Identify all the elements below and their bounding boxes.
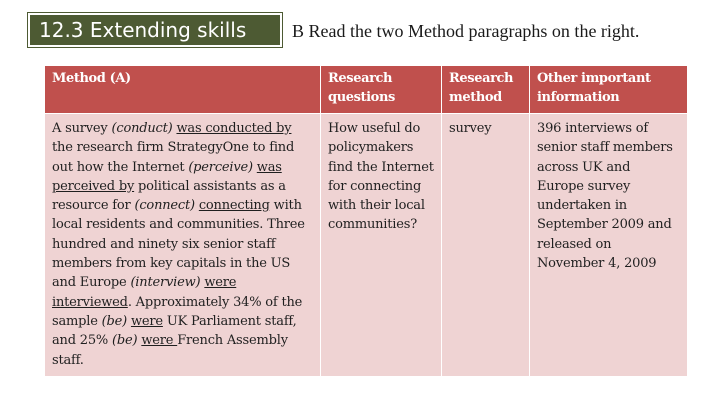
answer-text: were — [130, 313, 163, 329]
text-run: with local residents and communities. Three hundred and ninety six senior staff members from key capitals in the US and Europe — [52, 198, 305, 291]
answer-text: connecting — [198, 198, 270, 214]
method-a-paragraph — [45, 114, 321, 377]
answer-text: were — [141, 333, 178, 349]
table-header-row — [45, 66, 688, 114]
verb-prompt: (conduct) — [111, 121, 173, 136]
instruction-text: B Read the two Method paragraphs on the right. — [292, 21, 640, 41]
text-run: French Assembly staff. — [52, 333, 288, 368]
text-run: political assistants as a resource for — [52, 178, 286, 214]
answer-text: were interviewed — [52, 275, 237, 310]
other-information-cell: 396 interviews of senior staff members across UK and Europe survey undertaken in September 2009 and released on November 4, 2009 — [530, 114, 688, 377]
column-header-research-questions: Research questions — [321, 66, 442, 114]
table-row — [45, 114, 688, 377]
verb-prompt: (connect) — [134, 198, 195, 214]
text-run: A survey — [52, 121, 112, 136]
research-questions-cell: How useful do policymakers find the Internet for connecting with their local communities? — [321, 114, 442, 377]
method-table — [44, 65, 688, 377]
answer-text: was perceived by — [52, 159, 282, 194]
column-header-research-method: Research method — [442, 66, 530, 114]
answer-text: was conducted by — [176, 121, 292, 136]
text-run: UK Parliament staff, and 25% — [52, 313, 297, 349]
verb-prompt: (perceive) — [188, 159, 253, 175]
column-header-method-a: Method (A) — [45, 66, 321, 114]
research-method-cell: survey — [442, 114, 530, 377]
section-title: 12.3 Extending skills — [28, 13, 282, 47]
verb-prompt: (be) — [101, 313, 128, 329]
slide-header — [0, 0, 720, 50]
verb-prompt: (be) — [112, 333, 138, 349]
verb-prompt: (interview) — [130, 275, 201, 291]
text-run: the research firm StrategyOne to find out how the Internet — [52, 140, 295, 175]
text-run: . Approximately 34% of the sample — [52, 294, 303, 329]
column-header-other-information: Other important information — [530, 66, 688, 114]
